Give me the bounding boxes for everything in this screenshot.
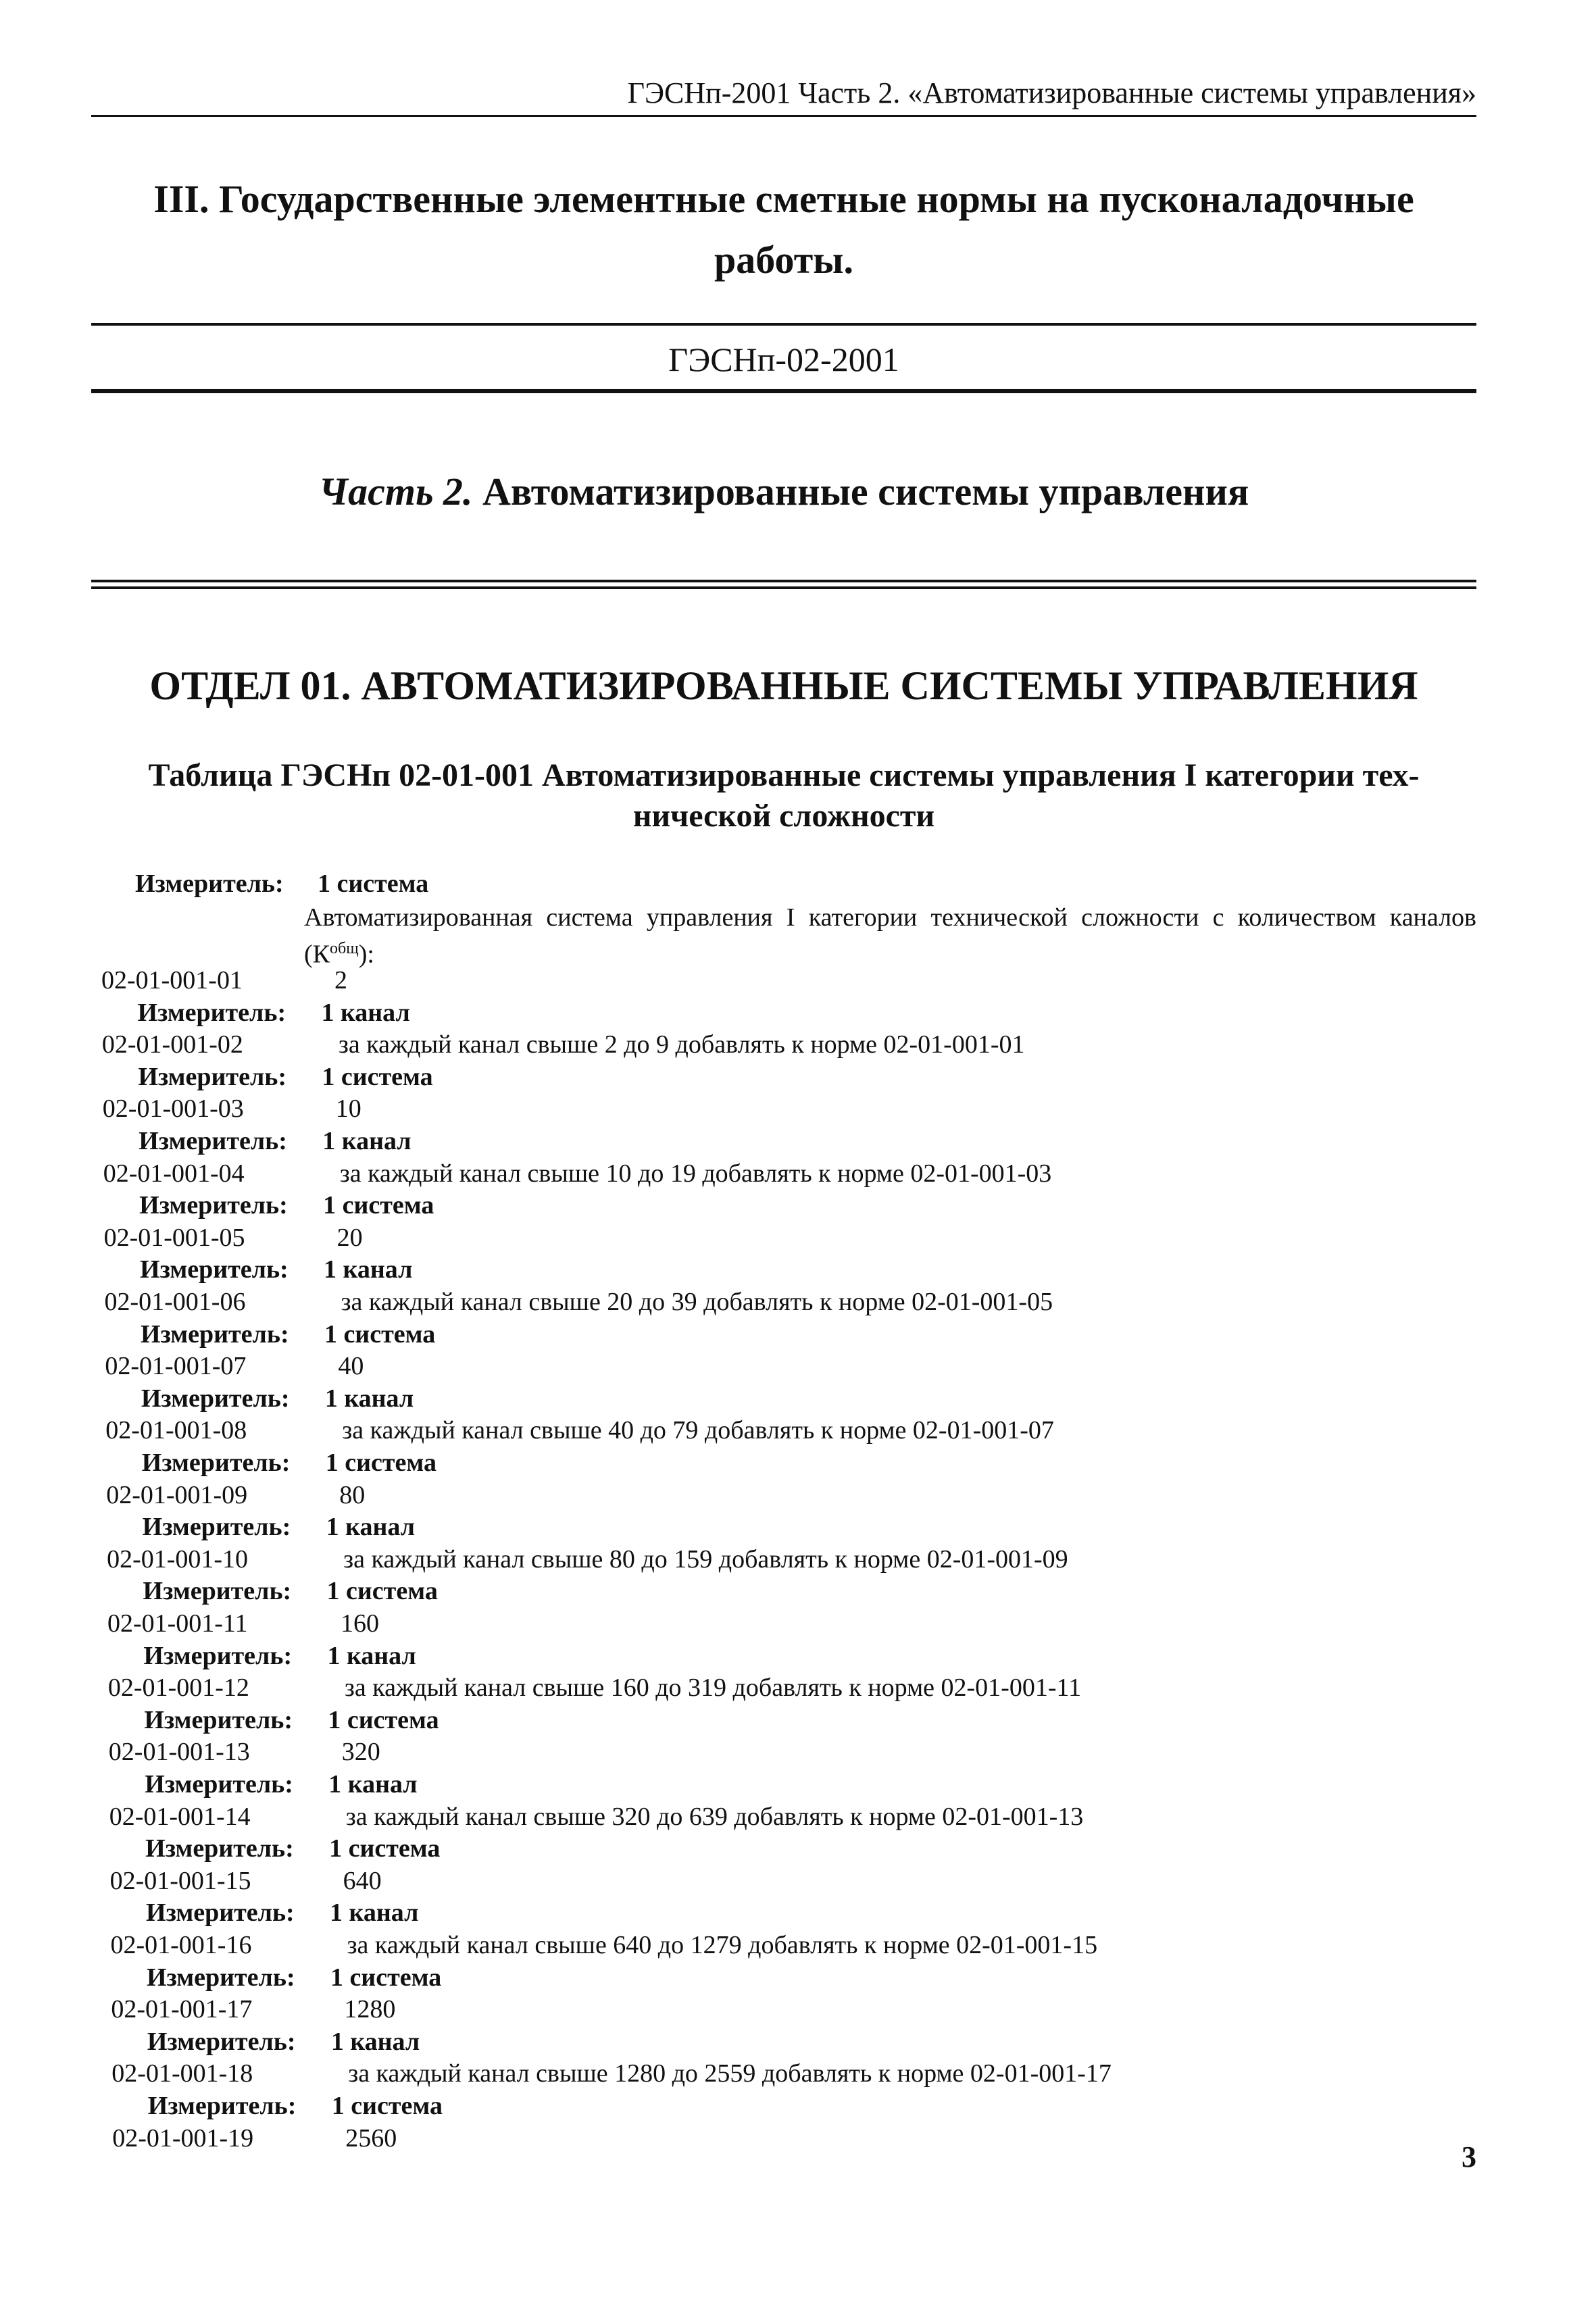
- norm-channel-count: 1280: [344, 1995, 396, 2024]
- norm-code: 02-01-001-07: [105, 1352, 247, 1381]
- norm-channel-count: 20: [336, 1223, 363, 1252]
- norm-channel-count: 160: [341, 1609, 379, 1638]
- norm-channel-count: 320: [341, 1738, 380, 1767]
- measure-value: 1 канал: [328, 1770, 418, 1799]
- measure-value: 1 канал: [330, 2027, 420, 2056]
- part-label: Часть 2.: [318, 470, 473, 513]
- department-title: ОТДЕЛ 01. АВТОМАТИЗИРОВАННЫЕ СИСТЕМЫ УПРАВЛЕНИЯ: [149, 663, 1418, 708]
- measure-label: Измеритель:: [141, 1449, 291, 1477]
- norm-code: 02-01-001-01: [101, 966, 243, 995]
- norm-channel-count: 640: [343, 1866, 382, 1895]
- norm-code: 02-01-001-16: [110, 1931, 252, 1959]
- intro-description: Автоматизированная система управления I категории технической сложности с количеством каналов $(К^{общ})$:: [304, 903, 1476, 969]
- measure-value: 1 система: [331, 2092, 443, 2120]
- norm-channel-count: 40: [338, 1352, 364, 1381]
- measure-label: Измеритель:: [141, 1384, 290, 1413]
- measure-value: 1 система: [330, 1963, 442, 1992]
- measure-value: 1 система: [324, 1319, 436, 1349]
- norm-code: 02-01-001-10: [107, 1544, 249, 1574]
- measure-value: 1 канал: [324, 1384, 414, 1413]
- measure-label: Измеритель:: [143, 1641, 293, 1670]
- measure-label: Измеритель:: [143, 1577, 292, 1606]
- norm-code: 02-01-001-03: [102, 1095, 244, 1124]
- measure-label: Измеритель:: [144, 1705, 293, 1734]
- page-number: 3: [1462, 2140, 1476, 2173]
- measure-label: Измеритель:: [138, 1062, 287, 1091]
- measure-label: Измеритель:: [140, 1255, 289, 1284]
- measure-value: 1 система: [318, 870, 429, 898]
- norm-code: 02-01-001-02: [101, 1030, 243, 1059]
- norm-code: 02-01-001-09: [106, 1480, 248, 1509]
- norm-description: за каждый канал свыше 320 до 639 добавлять к норме 02-01-001-13: [345, 1802, 1084, 1831]
- measure-value: 1 система: [325, 1449, 437, 1477]
- norm-code: 02-01-001-18: [111, 2059, 253, 2088]
- norm-description: за каждый канал свыше 10 до 19 добавлять к норме 02-01-001-03: [339, 1159, 1052, 1188]
- norm-code: 02-01-001-13: [108, 1738, 250, 1767]
- norm-description: за каждый канал свыше 20 до 39 добавлять к норме 02-01-001-05: [341, 1288, 1053, 1316]
- norm-channel-count: 2: [334, 966, 347, 995]
- measure-value: 1 система: [329, 1834, 441, 1863]
- norm-code: 02-01-001-17: [111, 1995, 253, 2024]
- norm-code: 02-01-001-19: [112, 2123, 254, 2153]
- part-name: Автоматизированные системы управления: [482, 470, 1249, 513]
- norm-description: за каждый канал свыше 640 до 1279 добавлять к норме 02-01-001-15: [347, 1931, 1098, 1959]
- norm-description: за каждый канал свыше 2 до 9 добавлять к норме 02-01-001-01: [338, 1030, 1025, 1059]
- section-title: III. Государственные элементные сметные нормы на пусконаладочные работы.: [153, 177, 1414, 282]
- norm-code: 02-01-001-14: [109, 1802, 251, 1831]
- norm-code: 02-01-001-12: [107, 1674, 249, 1703]
- norm-code: 02-01-001-06: [104, 1288, 246, 1316]
- norm-description: за каждый канал свыше 160 до 319 добавлять к норме 02-01-001-11: [344, 1674, 1082, 1703]
- measure-value: 1 канал: [326, 1513, 416, 1542]
- measure-value: 1 канал: [327, 1641, 416, 1670]
- norm-code: 02-01-001-05: [103, 1223, 245, 1252]
- measure-value: 1 система: [328, 1705, 439, 1734]
- norm-channel-count: 10: [335, 1095, 361, 1124]
- measure-value: 1 канал: [330, 1898, 419, 1928]
- measure-value: 1 система: [322, 1062, 433, 1091]
- measure-value: 1 система: [326, 1577, 438, 1606]
- measure-label: Измеритель:: [139, 1127, 287, 1155]
- norm-code: 02-01-001-15: [109, 1866, 251, 1895]
- measure-label: Измеритель:: [135, 870, 284, 898]
- norm-code: 02-01-001-04: [103, 1159, 245, 1188]
- measure-label: Измеритель:: [146, 1963, 295, 1992]
- measure-value: 1 система: [323, 1191, 434, 1220]
- measure-label: Измеритель:: [137, 998, 286, 1027]
- norm-channel-count: 2560: [345, 2123, 397, 2153]
- measure-label: Измеритель:: [139, 1191, 288, 1220]
- norm-code: 02-01-001-11: [107, 1609, 248, 1638]
- measure-label: Измеритель:: [140, 1319, 289, 1349]
- measure-label: Измеритель:: [147, 2092, 297, 2120]
- norm-channel-count: 80: [339, 1480, 366, 1509]
- norm-code: 02-01-001-08: [105, 1416, 247, 1445]
- measure-value: 1 канал: [324, 1255, 413, 1284]
- norm-description: за каждый канал свыше 40 до 79 добавлять к норме 02-01-001-07: [342, 1416, 1054, 1445]
- measure-label: Измеритель:: [145, 1834, 294, 1863]
- table-title-line2: нической сложности: [632, 798, 935, 834]
- measure-label: Измеритель:: [146, 1898, 295, 1928]
- measure-label: Измеритель:: [142, 1513, 291, 1542]
- table-title-line1: Таблица ГЭСНп 02-01-001 Автоматизированные системы управления I категории тех-: [148, 757, 1420, 793]
- norm-description: за каждый канал свыше 80 до 159 добавлять к норме 02-01-001-09: [343, 1544, 1068, 1574]
- norm-description: за каждый канал свыше 1280 до 2559 добавлять к норме 02-01-001-17: [348, 2059, 1112, 2088]
- running-header: ГЭСНп-2001 Часть 2. «Автоматизированные системы управления»: [627, 76, 1476, 109]
- measure-label: Измеритель:: [147, 2027, 296, 2056]
- measure-value: 1 канал: [322, 1127, 412, 1155]
- measure-label: Измеритель:: [145, 1770, 293, 1799]
- norm-code: ГЭСНп-02-2001: [668, 341, 899, 378]
- measure-value: 1 канал: [321, 998, 410, 1027]
